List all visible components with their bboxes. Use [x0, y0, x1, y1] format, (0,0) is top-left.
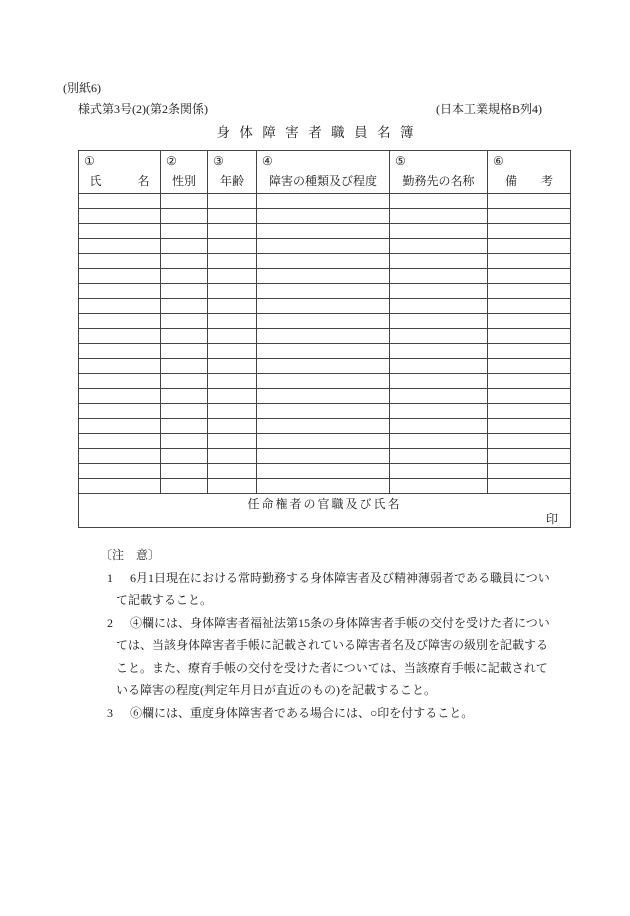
table-cell	[79, 419, 161, 434]
table-cell	[257, 314, 390, 329]
table-cell	[161, 299, 208, 314]
table-cell	[208, 194, 257, 209]
table-cell	[488, 209, 571, 224]
table-cell	[390, 269, 488, 284]
header-cell-name	[79, 151, 161, 194]
table-row	[79, 194, 571, 209]
table-cell	[161, 359, 208, 374]
table-cell	[488, 464, 571, 479]
table-cell	[161, 464, 208, 479]
table-cell	[390, 479, 488, 494]
table-cell	[79, 359, 161, 374]
table-cell	[390, 314, 488, 329]
table-cell	[208, 389, 257, 404]
column-number: ①	[84, 154, 95, 168]
note-text-line: 6月1日現在における常時勤務する身体障害者及び精神薄弱者である職員につい	[130, 570, 550, 585]
table-cell	[79, 224, 161, 239]
table-row	[79, 224, 571, 239]
table-cell	[390, 464, 488, 479]
table-cell	[161, 284, 208, 299]
table-cell	[488, 194, 571, 209]
column-label: 障害の種類及び程度	[268, 174, 377, 188]
table-cell	[257, 419, 390, 434]
table-cell	[390, 224, 488, 239]
table-cell	[79, 374, 161, 389]
table-cell	[488, 434, 571, 449]
table-row	[79, 434, 571, 449]
column-label: 備 考	[504, 174, 553, 188]
note-number: 2	[107, 615, 113, 630]
table-cell	[257, 329, 390, 344]
table-cell	[488, 449, 571, 464]
note-item-3	[100, 702, 580, 725]
table-cell	[257, 479, 390, 494]
table-cell	[257, 284, 390, 299]
column-number: ⑥	[493, 154, 504, 168]
table-cell	[488, 374, 571, 389]
table-cell	[79, 404, 161, 419]
column-number: ②	[166, 154, 177, 168]
table-cell	[208, 359, 257, 374]
table-cell	[488, 419, 571, 434]
table-row	[79, 374, 571, 389]
header-cell-age	[208, 151, 257, 194]
note-item-1	[100, 567, 580, 612]
table-cell	[488, 329, 571, 344]
table-cell	[208, 269, 257, 284]
column-label: 性別	[171, 174, 196, 188]
table-cell	[79, 254, 161, 269]
table-cell	[390, 329, 488, 344]
table-cell	[488, 359, 571, 374]
table-row	[79, 389, 571, 404]
table-cell	[390, 404, 488, 419]
table-row	[79, 209, 571, 224]
table-cell	[390, 209, 488, 224]
table-row	[79, 419, 571, 434]
header-cell-remarks	[488, 151, 571, 194]
table-cell	[488, 404, 571, 419]
table-cell	[208, 449, 257, 464]
table-cell	[208, 419, 257, 434]
table-cell	[79, 329, 161, 344]
table-cell	[79, 449, 161, 464]
notes-section	[100, 544, 580, 724]
table-cell	[488, 479, 571, 494]
table-row	[79, 359, 571, 374]
table-cell	[488, 284, 571, 299]
table-cell	[257, 254, 390, 269]
table-cell	[208, 329, 257, 344]
table-cell	[161, 479, 208, 494]
table-cell	[208, 209, 257, 224]
column-number: ⑤	[395, 154, 406, 168]
table-cell	[390, 299, 488, 314]
table-cell	[257, 344, 390, 359]
table-cell	[161, 194, 208, 209]
table-body	[79, 194, 571, 494]
table-cell	[161, 434, 208, 449]
table-cell	[257, 449, 390, 464]
table-cell	[257, 434, 390, 449]
table-cell	[79, 314, 161, 329]
column-label: 氏 名	[89, 174, 150, 188]
table-cell	[161, 254, 208, 269]
column-label: 勤務先の名称	[402, 174, 475, 188]
appointing-authority-label: 任命権者の官職及び氏名	[247, 497, 402, 511]
table-cell	[257, 299, 390, 314]
table-cell	[488, 239, 571, 254]
table-cell	[390, 194, 488, 209]
table-cell	[79, 389, 161, 404]
table-cell	[390, 344, 488, 359]
table-cell	[79, 344, 161, 359]
table-cell	[208, 224, 257, 239]
table-row	[79, 329, 571, 344]
table-cell	[208, 299, 257, 314]
table-cell	[488, 254, 571, 269]
table-cell	[208, 254, 257, 269]
note-number: 3	[107, 705, 113, 720]
note-text-line: いる障害の程度(判定年月日が直近のもの)を記載すること。	[116, 683, 436, 697]
table-cell	[161, 404, 208, 419]
jis-standard-label: (日本工業規格B列4)	[436, 102, 542, 116]
table-cell	[257, 269, 390, 284]
table-cell	[79, 239, 161, 254]
note-item-2	[100, 612, 580, 702]
header-cell-sex	[161, 151, 208, 194]
table-cell	[161, 239, 208, 254]
table-cell	[208, 239, 257, 254]
table-cell	[257, 194, 390, 209]
table-cell	[488, 344, 571, 359]
table-cell	[257, 464, 390, 479]
table-row	[79, 464, 571, 479]
table-cell	[208, 314, 257, 329]
table-cell	[208, 284, 257, 299]
table-cell	[257, 389, 390, 404]
table-row	[79, 239, 571, 254]
table-cell	[161, 329, 208, 344]
column-number: ③	[213, 154, 224, 168]
appointing-authority-cell	[79, 494, 571, 528]
table-cell	[488, 314, 571, 329]
table-footer-row	[79, 494, 571, 528]
note-text-line: て記載すること。	[116, 593, 213, 607]
table-cell	[390, 254, 488, 269]
table-cell	[79, 464, 161, 479]
table-cell	[79, 194, 161, 209]
table-cell	[390, 284, 488, 299]
note-text-line: ④欄には、身体障害者福祉法第15条の身体障害者手帳の交付を受けた者につい	[130, 615, 550, 630]
table-row	[79, 344, 571, 359]
note-text-line: こと。また、療育手帳の交付を受けた者については、当該療育手帳に記載されて	[116, 660, 548, 675]
table-cell	[208, 464, 257, 479]
table-row	[79, 314, 571, 329]
table-row	[79, 299, 571, 314]
table-cell	[161, 449, 208, 464]
table-cell	[161, 344, 208, 359]
table-cell	[488, 299, 571, 314]
roster-table	[78, 150, 571, 528]
table-cell	[79, 479, 161, 494]
table-header-row	[79, 151, 571, 194]
table-cell	[390, 239, 488, 254]
table-cell	[161, 224, 208, 239]
table-row	[79, 404, 571, 419]
table-cell	[390, 389, 488, 404]
table-cell	[257, 224, 390, 239]
table-cell	[208, 434, 257, 449]
table-row	[79, 254, 571, 269]
table-cell	[79, 299, 161, 314]
table-cell	[488, 269, 571, 284]
table-cell	[208, 404, 257, 419]
table-cell	[488, 224, 571, 239]
table-cell	[390, 449, 488, 464]
column-label: 年齢	[219, 174, 244, 188]
table-cell	[161, 209, 208, 224]
table-cell	[257, 209, 390, 224]
note-text-line: ⑥欄には、重度身体障害者である場合には、○印を付すること。	[130, 705, 474, 720]
form-number-label: 様式第3号(2)(第2条関係)	[78, 102, 208, 116]
table-cell	[161, 389, 208, 404]
header-cell-workplace	[390, 151, 488, 194]
table-cell	[79, 209, 161, 224]
table-row	[79, 269, 571, 284]
table-cell	[390, 419, 488, 434]
table-cell	[161, 374, 208, 389]
table-row	[79, 284, 571, 299]
table-cell	[257, 359, 390, 374]
table-cell	[79, 269, 161, 284]
column-number: ④	[262, 154, 273, 168]
table-cell	[390, 359, 488, 374]
attachment-label: (別紙6)	[63, 81, 101, 95]
table-cell	[161, 419, 208, 434]
table-cell	[257, 404, 390, 419]
notes-heading: 〔注 意〕	[100, 548, 161, 562]
note-text-line: ては、当該身体障害者手帳に記載されている障害者名及び障害の級別を記載する	[116, 638, 549, 652]
seal-mark: 印	[545, 512, 558, 526]
header-cell-disability	[257, 151, 390, 194]
table-cell	[208, 479, 257, 494]
table-cell	[257, 374, 390, 389]
table-cell	[161, 314, 208, 329]
table-cell	[257, 239, 390, 254]
table-cell	[208, 374, 257, 389]
form-meta-row	[78, 101, 542, 117]
table-cell	[390, 434, 488, 449]
table-row	[79, 449, 571, 464]
table-cell	[208, 344, 257, 359]
page-title: 身体障害者職員名簿	[216, 125, 423, 140]
table-row	[79, 479, 571, 494]
table-cell	[161, 269, 208, 284]
table-cell	[79, 284, 161, 299]
note-number: 1	[107, 570, 113, 585]
table-cell	[488, 389, 571, 404]
table-cell	[390, 374, 488, 389]
table-cell	[79, 434, 161, 449]
